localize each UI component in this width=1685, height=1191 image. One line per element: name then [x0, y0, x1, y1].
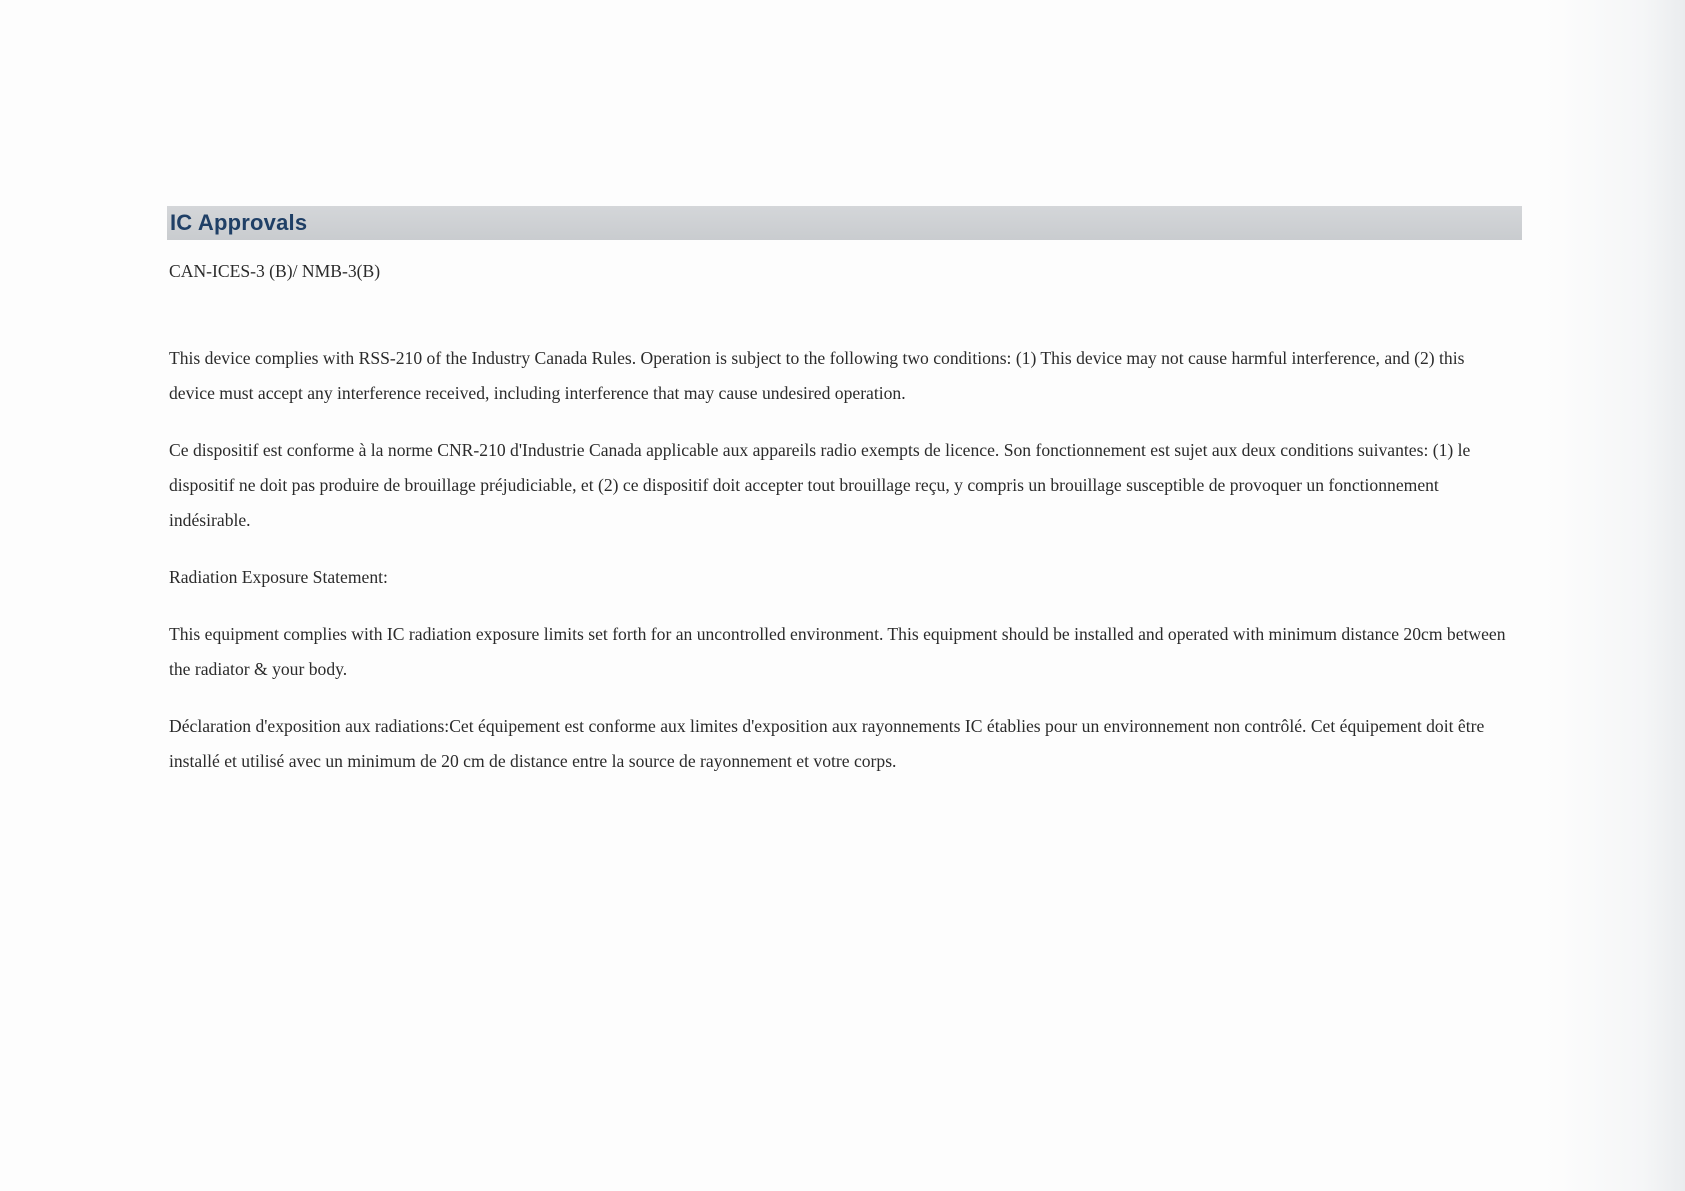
- section-header-bar: [167, 206, 1522, 240]
- scan-edge-shading: [1545, 0, 1685, 1191]
- section-title: IC Approvals: [170, 210, 308, 235]
- paragraph-radiation-en: This equipment complies with IC radiation exposure limits set forth for an uncontrolled environment. This equipment should be installed and operated with minimum distance 20cm between the radiator & your body.: [169, 624, 1506, 679]
- paragraph-conditions-fr: Ce dispositif est conforme à la norme CNR-210 d'Industrie Canada applicable aux appareils radio exempts de licence. Son fonctionnement est sujet aux deux conditions suivantes: (1) le dispositif ne doit pas produire de brouillage préjudiciable, et (2) ce dispositif doit accepter tout brouillage reçu, y compris un brouillage susceptible de provoquer un fonctionnement indésirable.: [169, 440, 1471, 530]
- paragraph-radiation-fr: Déclaration d'exposition aux radiations:Cet équipement est conforme aux limites d'exposition aux rayonnements IC établies pour un environnement non contrôlé. Cet équipement doit être installé et utilisé avec un minimum de 20 cm de distance entre la source de rayonnement et votre corps.: [169, 716, 1485, 771]
- paragraph-radiation-heading: Radiation Exposure Statement:: [169, 567, 388, 587]
- standard-line: CAN-ICES-3 (B)/ NMB-3(B): [169, 261, 381, 281]
- paragraph-fcc-conditions-en: This device complies with RSS-210 of the Industry Canada Rules. Operation is subject to the following two conditions: (1) This device may not cause harmful interference, and (2) this device must accept any interference received, including interference that may cause undesired operation.: [169, 348, 1465, 403]
- document-body: [169, 254, 1509, 801]
